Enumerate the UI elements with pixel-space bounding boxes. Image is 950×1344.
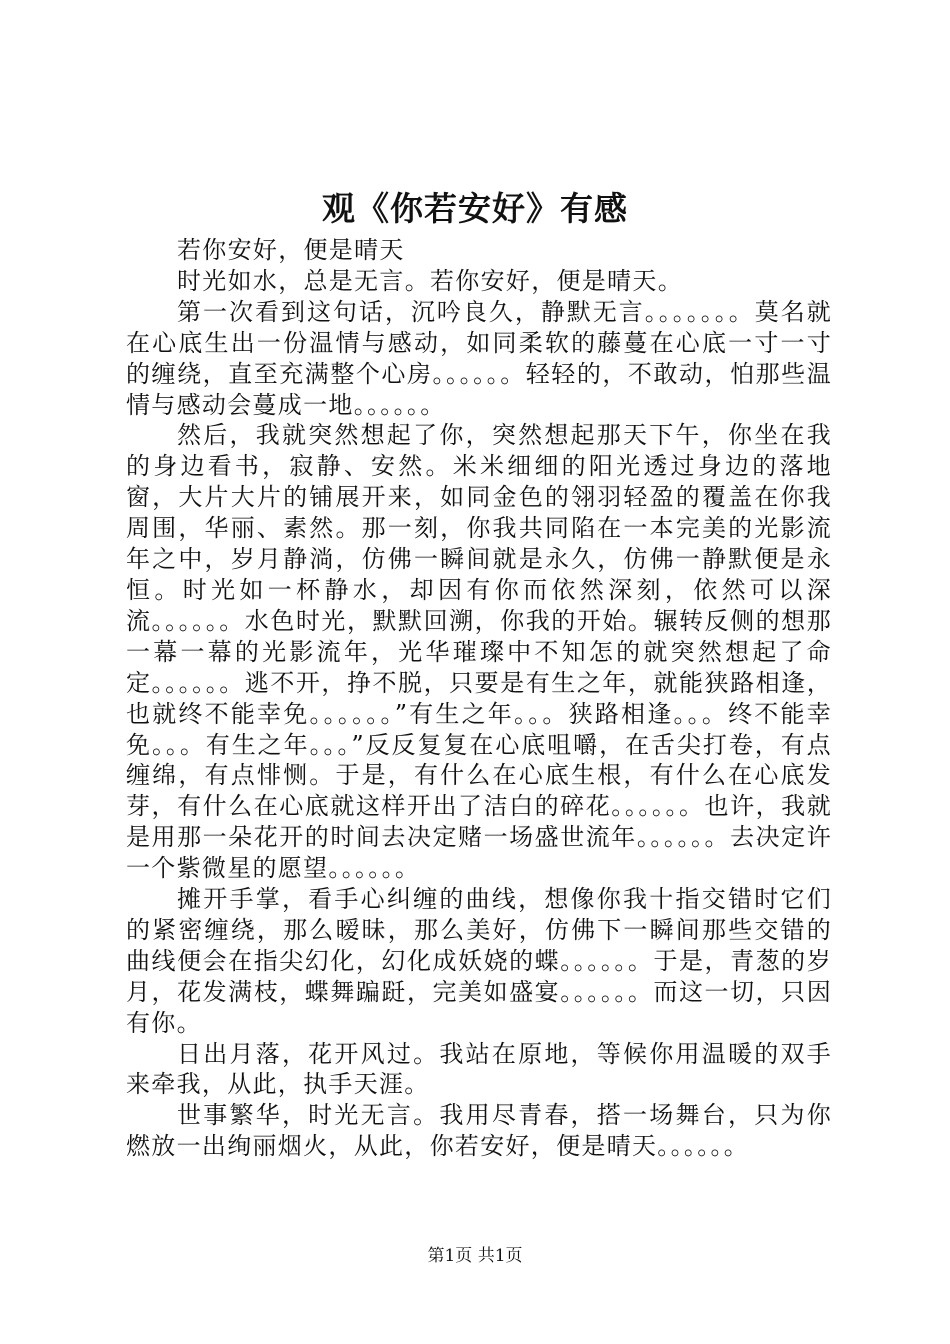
paragraph: 若你安好，便是晴天 — [177, 236, 405, 264]
paragraph: 世事繁华，时光无言。我用尽青春，搭一场舞台，只为你燃放一出绚丽烟火，从此，你若安好，便是晴天。。。。。。 — [126, 1101, 832, 1161]
page-footer: 第1页 共1页 — [427, 1246, 523, 1266]
paragraph: 然后，我就突然想起了你，突然想起那天下午，你坐在我的身边看书，寂静、安然。米米细细的阳光透过身边的落地窗，大片大片的铺展开来，如同金色的翎羽轻盈的覆盖在你我周围，华丽、素然。那一刻，你我共同陷在一本完美的光影流年之中，岁月静淌，仿佛一瞬间就是永久，仿佛一静默便是永恒。时光如一杯静水，却因有你而依然深刻，依然可以深流。。。。。。水色时光，默默回溯，你我的开始。辗转反侧的想那一幕一幕的光影流年，光华璀璨中不知怎的就突然想起了命定。。。。。。逃不开，挣不脱，只要是有生之年，就能狭路相逢，也就终不能幸免。。。。。。”有生之年。。。狭路相逢。。。终不能幸免。。。有生之年。。。”反反复复在心底咀嚼，在舌尖打卷，有点缠绵，有点悱恻。于是，有什么在心底生根，有什么在心底发芽，有什么在心底就这样开出了洁白的碎花。。。。。。也许，我就是用那一朵花开的时间去决定赌一场盛世流年。。。。。。去决定许一个紫微星的愿望。。。。。。 — [126, 421, 832, 883]
paragraph: 时光如水，总是无言。若你安好，便是晴天。 — [177, 266, 683, 295]
document-title: 观《你若安好》有感 — [322, 189, 628, 228]
paragraph: 摊开手掌，看手心纠缠的曲线，想像你我十指交错时它们的紧密缠绕，那么暧昧，那么美好，仿佛下一瞬间那些交错的曲线便会在指尖幻化，幻化成妖娆的蝶。。。。。。于是，青葱的岁月，花发满枝，蝶舞蹁跹，完美如盛宴。。。。。。而这一切，只因有你。 — [126, 885, 832, 1037]
paragraph: 日出月落，花开风过。我站在原地，等候你用温暖的双手来牵我，从此，执手天涯。 — [126, 1039, 832, 1099]
paragraph: 第一次看到这句话，沉吟良久，静默无言。。。。。。。莫名就在心底生出一份温情与感动，如同柔软的藤蔓在心底一寸一寸的缠绕，直至充满整个心房。。。。。。轻轻的，不敢动，怕那些温情与感动会蔓成一地。。。。。。 — [126, 297, 832, 419]
document-body — [126, 235, 832, 1162]
